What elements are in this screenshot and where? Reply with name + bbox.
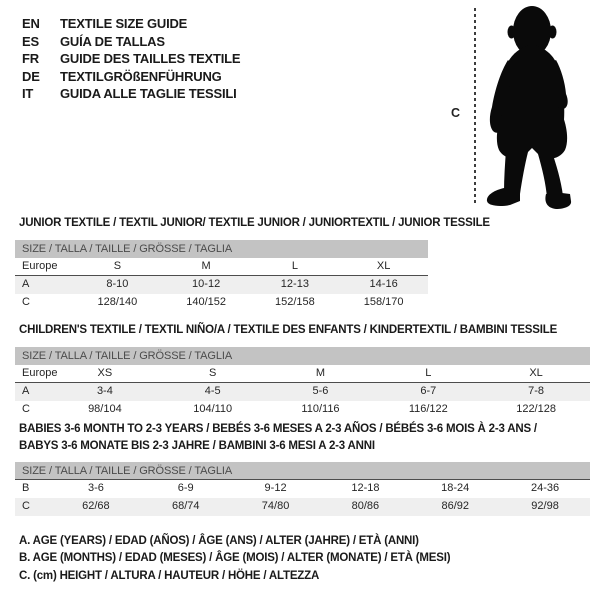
row-label: A — [22, 385, 30, 397]
size-header-bar: SIZE / TALLA / TAILLE / GRÖSSE / TAGLIA — [15, 240, 428, 258]
cell-value: 128/140 — [97, 296, 138, 308]
section-title-babies — [19, 421, 537, 454]
row-label: C — [22, 296, 30, 308]
table-row — [15, 383, 590, 401]
row-label: Europe — [22, 367, 58, 379]
language-row — [22, 68, 240, 86]
section-title-line: BABYS 3-6 MONATE BIS 2-3 JAHRE / BAMBINI 3-6 MESI A 2-3 ANNI — [19, 439, 375, 452]
row-label: B — [22, 482, 30, 494]
legend-note: A. AGE (YEARS) / EDAD (AÑOS) / ÂGE (ANS) / ALTER (JAHRE) / ETÀ (ANNI) — [19, 535, 419, 547]
table-row — [15, 365, 590, 383]
cell-value: 86/92 — [441, 500, 469, 512]
cell-value: 24-36 — [530, 482, 560, 494]
cell-value: 98/104 — [88, 403, 122, 415]
cell-value: S — [113, 260, 122, 272]
cell-value: 80/86 — [351, 500, 380, 512]
table-row — [15, 294, 428, 312]
cell-value: 9-12 — [264, 482, 287, 494]
cell-value: 3-6 — [87, 482, 104, 494]
section-title-line: CHILDREN'S TEXTILE / TEXTIL NIÑO/A / TEXTILE DES ENFANTS / KINDERTEXTIL / BAMBINI TESSILE — [19, 324, 558, 336]
cell-value: 3-4 — [96, 385, 113, 397]
cell-value: 140/152 — [186, 296, 226, 308]
section-title-line: BABIES 3-6 MONTH TO 2-3 YEARS / BEBÉS 3-6 MESES A 2-3 AÑOS / BÉBÉS 3-6 MOIS À 2-3 ANS / — [19, 423, 537, 435]
language-code: FR — [22, 51, 39, 67]
cell-value: 14-16 — [369, 278, 398, 290]
row-label: Europe — [22, 260, 58, 272]
table-row — [15, 276, 428, 294]
row-label: C — [22, 500, 30, 512]
height-label-c: C — [451, 106, 461, 120]
cell-value: 6-9 — [177, 482, 194, 494]
cell-value: 12-13 — [280, 278, 309, 290]
cell-value: L — [291, 260, 298, 272]
row-label: C — [22, 403, 30, 415]
cell-value: 12-18 — [351, 482, 380, 494]
language-guide-title: GUIDE DES TAILLES TEXTILE — [60, 51, 241, 67]
language-code: IT — [22, 86, 34, 102]
cell-value: 7-8 — [528, 385, 545, 397]
section-title-children — [19, 322, 557, 339]
section-title-line: JUNIOR TEXTILE / TEXTIL JUNIOR/ TEXTILE JUNIOR / JUNIORTEXTIL / JUNIOR TESSILE — [19, 217, 490, 229]
language-guide-title: GUIDA ALLE TAGLIE TESSILI — [60, 86, 237, 102]
cell-value: M — [315, 367, 326, 379]
language-code: ES — [22, 33, 39, 49]
size-header-bar: SIZE / TALLA / TAILLE / GRÖSSE / TAGLIA — [15, 347, 590, 365]
cell-value: 158/170 — [363, 296, 404, 308]
cell-value: 92/98 — [531, 500, 559, 512]
table-row — [15, 258, 428, 276]
legend-note: B. AGE (MONTHS) / EDAD (MESES) / ÂGE (MOIS) / ALTER (MONATE) / ETÀ (MESI) — [19, 552, 451, 565]
cell-value: M — [201, 260, 211, 272]
table-row — [15, 498, 590, 516]
language-row — [22, 50, 240, 68]
language-title-list — [22, 15, 240, 103]
language-code: DE — [22, 68, 40, 84]
cell-value: 8-10 — [106, 278, 129, 290]
cell-value: 4-5 — [204, 385, 221, 397]
language-guide-title: TEXTILE SIZE GUIDE — [60, 16, 188, 31]
cell-value: S — [209, 367, 217, 379]
cell-value: XS — [97, 367, 113, 379]
children-size-table — [15, 347, 590, 419]
cell-value: 122/128 — [516, 403, 556, 415]
height-measure-dashed-line — [474, 8, 476, 206]
cell-value: XL — [529, 367, 543, 379]
cell-value: 110/116 — [301, 403, 340, 415]
toddler-silhouette-icon — [482, 4, 577, 210]
table-row — [15, 401, 590, 419]
cell-value: 68/74 — [171, 500, 200, 512]
section-title-junior — [19, 215, 490, 232]
cell-value: L — [425, 367, 432, 379]
language-code: EN — [22, 16, 40, 31]
table-row — [15, 480, 590, 498]
row-label: A — [22, 278, 30, 290]
cell-value: 10-12 — [192, 278, 221, 290]
cell-value: 18-24 — [441, 482, 470, 494]
cell-value: 152/158 — [274, 296, 315, 308]
cell-value: 116/122 — [408, 403, 448, 415]
legend-note: C. (cm) HEIGHT / ALTURA / HAUTEUR / HÖHE / ALTEZZA — [19, 569, 320, 582]
cell-value: 62/68 — [82, 500, 110, 512]
babies-size-table — [15, 462, 590, 516]
cell-value: 74/80 — [261, 500, 290, 512]
language-row — [22, 15, 240, 33]
language-row — [22, 85, 240, 103]
cell-value: 5-6 — [312, 385, 329, 397]
language-guide-title: GUÍA DE TALLAS — [60, 33, 165, 49]
language-guide-title: TEXTILGRÖßENFÜHRUNG — [60, 68, 222, 84]
size-header-bar: SIZE / TALLA / TAILLE / GRÖSSE / TAGLIA — [15, 462, 590, 480]
cell-value: XL — [376, 260, 391, 272]
language-row — [22, 33, 240, 51]
legend-notes — [19, 533, 450, 585]
cell-value: 6-7 — [420, 385, 437, 397]
junior-size-table — [15, 240, 428, 312]
cell-value: 104/110 — [193, 403, 233, 415]
